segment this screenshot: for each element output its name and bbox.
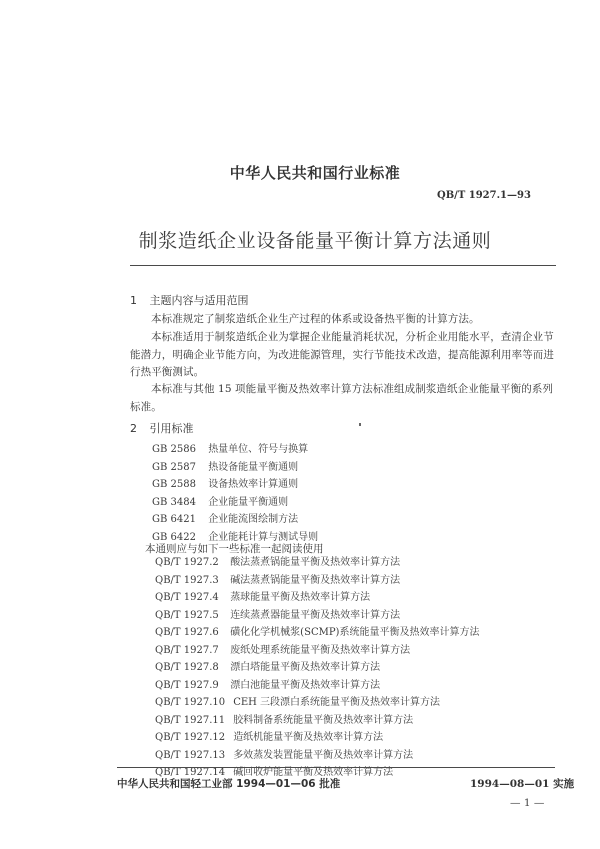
reference-item xyxy=(155,659,479,677)
qb-reference-list xyxy=(155,554,479,782)
reference-title: 多效蒸发装置能量平衡及热效率计算方法 xyxy=(233,749,414,761)
page-number: — 1 — xyxy=(510,797,545,809)
implementation-date: 1994—08—01 实施 xyxy=(470,778,575,790)
reference-code: QB/T 1927.8 xyxy=(155,662,219,673)
section-title: 主题内容与适用范围 xyxy=(149,294,249,307)
reference-title: 废纸处理系统能量平衡及热效率计算方法 xyxy=(230,644,411,656)
reference-item xyxy=(152,441,318,459)
reference-code: GB 6422 xyxy=(152,531,196,543)
reference-code: QB/T 1927.2 xyxy=(155,557,219,568)
reference-title: 漂白塔能量平衡及热效率计算方法 xyxy=(230,662,381,673)
reference-code: QB/T 1927.14 xyxy=(155,767,226,778)
reference-item xyxy=(155,642,479,660)
reference-title: 设备热效率计算通则 xyxy=(208,479,299,490)
reference-code: QB/T 1927.9 xyxy=(155,679,219,691)
reference-title: 胶料制备系统能量平衡及热效率计算方法 xyxy=(233,714,414,726)
reference-item xyxy=(152,511,318,529)
standard-type-header: 中华人民共和国行业标准 xyxy=(229,164,401,182)
reference-title: 磺化化学机械浆(SCMP)系统能量平衡及热效率计算方法 xyxy=(230,627,480,638)
reference-item xyxy=(155,624,479,642)
section-1-heading xyxy=(130,292,249,308)
reference-title: CEH 三段漂白系统能量平衡及热效率计算方法 xyxy=(233,697,441,708)
reference-title: 碱回收炉能量平衡及热效率计算方法 xyxy=(233,767,394,778)
reference-code: GB 6421 xyxy=(152,514,196,525)
reference-code: GB 3484 xyxy=(152,496,196,508)
document-title: 制浆造纸企业设备能量平衡计算方法通则 xyxy=(138,230,492,252)
reference-title: 碱法蒸煮锅能量平衡及热效率计算方法 xyxy=(230,574,401,586)
reference-code: QB/T 1927.5 xyxy=(155,609,219,621)
reference-code: GB 2588 xyxy=(152,479,196,490)
reference-code: QB/T 1927.13 xyxy=(155,749,226,761)
reference-item xyxy=(155,712,479,730)
reference-code: QB/T 1927.11 xyxy=(155,714,226,726)
reference-title: 蒸球能量平衡及热效率计算方法 xyxy=(230,592,371,603)
footer-divider xyxy=(117,767,555,768)
reference-code: QB/T 1927.6 xyxy=(155,627,219,638)
reference-item xyxy=(152,459,318,477)
section-number: 1 xyxy=(130,294,137,307)
reference-title: 企业能量平衡通则 xyxy=(208,496,289,508)
reference-item xyxy=(152,494,318,512)
reference-title: 热量单位、符号与换算 xyxy=(208,444,309,455)
reference-item xyxy=(155,729,479,747)
standard-code: QB/T 1927.1—93 xyxy=(437,190,531,201)
reference-intro: 本通则应与如下一些标准一起阅读使用 xyxy=(145,543,324,555)
reference-title: 造纸机能量平衡及热效率计算方法 xyxy=(233,732,384,743)
paragraph: 本标准与其他 15 项能量平衡及热效率计算方法标准组成制浆造纸企业能量平衡的系列标准。 xyxy=(130,383,554,413)
header-divider xyxy=(130,265,556,266)
reference-item xyxy=(155,747,479,765)
reference-item xyxy=(155,554,479,572)
reference-code: QB/T 1927.10 xyxy=(155,697,226,708)
reference-title: 漂白池能量平衡及热效率计算方法 xyxy=(230,679,381,691)
section-title: 引用标准 xyxy=(149,422,194,435)
reference-title: 热设备能量平衡通则 xyxy=(208,461,299,473)
paragraph: 本标准规定了制浆造纸企业生产过程的体系或设备热平衡的计算方法。 xyxy=(151,313,480,325)
reference-item xyxy=(155,694,479,712)
approval-statement: 中华人民共和国轻工业部 1994—01—06 批准 xyxy=(117,778,341,790)
reference-code: QB/T 1927.7 xyxy=(155,644,219,656)
reference-code: QB/T 1927.4 xyxy=(155,592,219,603)
reference-item xyxy=(152,476,318,494)
reference-item xyxy=(155,607,479,625)
reference-item xyxy=(155,589,479,607)
reference-code: GB 2587 xyxy=(152,461,196,473)
reference-title: 酸法蒸煮锅能量平衡及热效率计算方法 xyxy=(230,557,401,568)
reference-item xyxy=(155,572,479,590)
reference-title: 连续蒸煮器能量平衡及热效率计算方法 xyxy=(230,609,401,621)
paragraph: 本标准适用于制浆造纸企业为掌握企业能量消耗状况，分析企业用能水平，查清企业节能潜力，明确企业节能方向，为改进能源管理，实行节能技术改造，提高能源利用率等而进行热平衡测试。 xyxy=(130,331,554,378)
gb-reference-list xyxy=(152,441,318,546)
reference-code: QB/T 1927.12 xyxy=(155,732,226,743)
section-number: 2 xyxy=(130,422,137,435)
reference-item xyxy=(155,677,479,695)
reference-title: 企业能流图绘制方法 xyxy=(208,514,299,525)
section-2-heading xyxy=(130,420,194,436)
reference-code: GB 2586 xyxy=(152,444,196,455)
reference-title: 企业能耗计算与测试导则 xyxy=(208,531,319,543)
scan-speck xyxy=(359,423,361,426)
reference-code: QB/T 1927.3 xyxy=(155,574,219,586)
